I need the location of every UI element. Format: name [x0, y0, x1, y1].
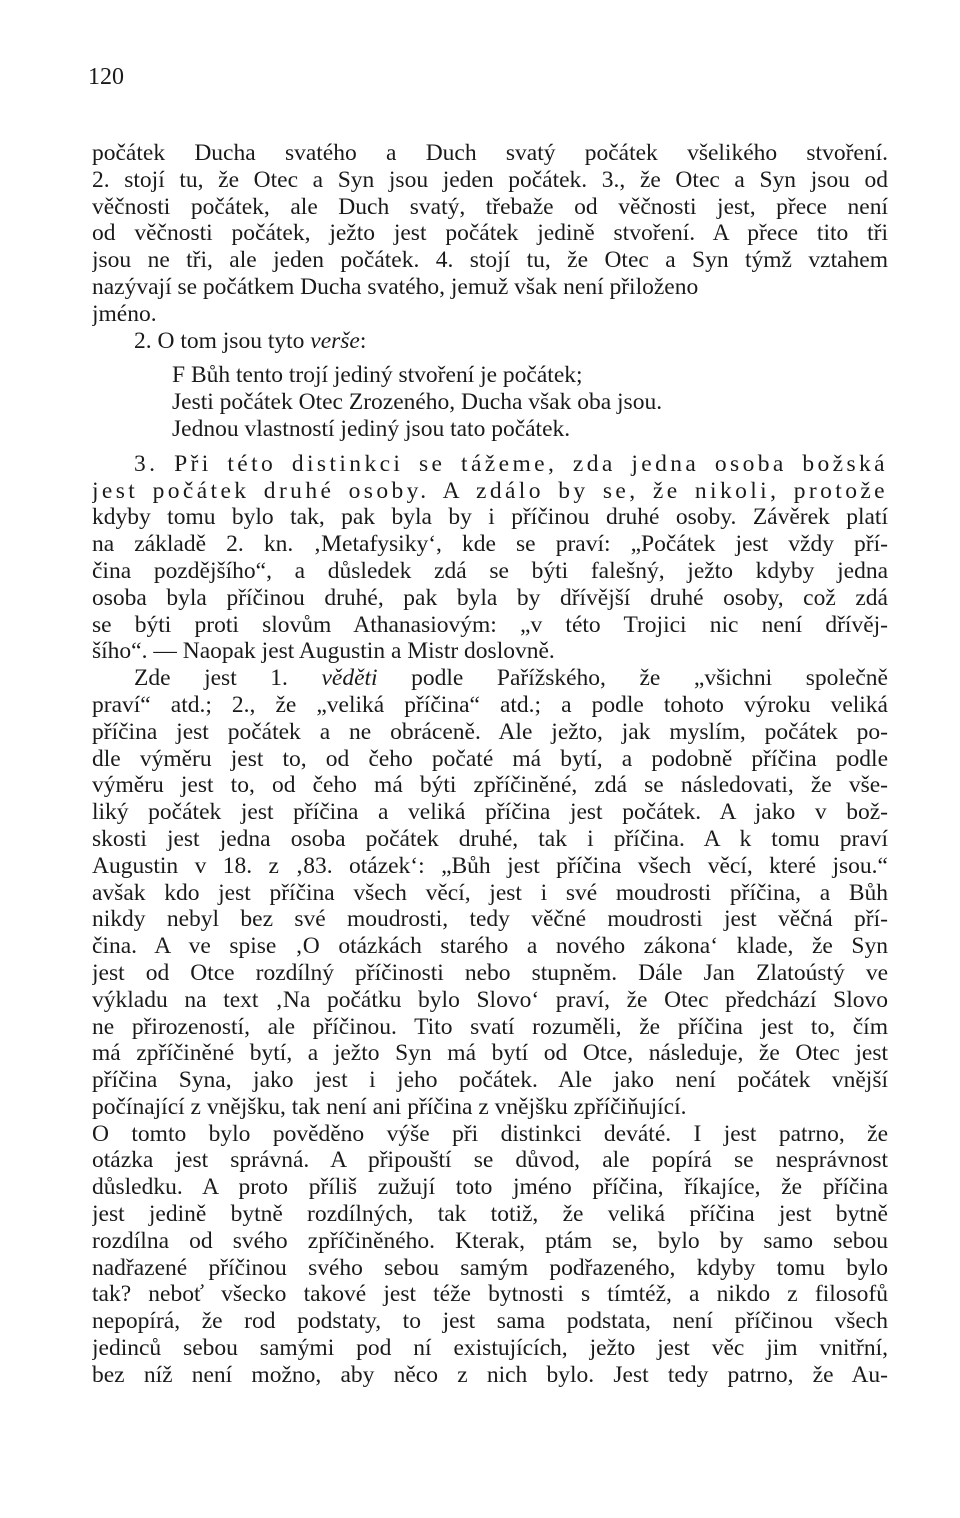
text-line: výměru jest to, od čeho má býti zpříčiněné, zdá se následovati, že vše- — [92, 772, 888, 799]
text-line: O tomto bylo pověděno výše při distinkci deváté. I jest patrno, že — [92, 1120, 888, 1147]
text-line: jest počátek druhé osoby. A zdálo by se, že nikoli, protože — [92, 477, 888, 504]
text-line: bez níž není možno, aby něco z nich bylo. Jest tedy patrno, že Au- — [92, 1361, 888, 1388]
text-line: Augustin v 18. z ‚83. otázek‘: „Bůh jest příčina všech věcí, které jsou.“ — [92, 852, 888, 879]
text-line: počátek Ducha svatého a Duch svatý počátek všelikého stvoření. — [92, 140, 888, 166]
page-number: 120 — [88, 64, 124, 90]
text-line: Jednou vlastností jediný jsou tato počátek. — [172, 415, 571, 442]
text-line: rozdílna od svého zpříčiněného. Kterak, ptám se, bylo by samo sebou — [92, 1227, 888, 1254]
text-line: otázka jest správná. A připouští se důvod, ale popírá se nesprávnost — [92, 1147, 888, 1174]
text-line: tak? neboť všecko takové jest téže bytnosti s tímtéž, a nikdo z filosofů — [92, 1281, 888, 1308]
text-line: nadřazené příčinou svého sebou samým podřazeného, kdyby tomu bylo — [92, 1254, 888, 1281]
text-line: od věčnosti počátek, ježto jest počátek jedině stvoření. A přece tito tři — [92, 220, 888, 247]
text-line: počínající z vnějšku, tak není ani příčina z vnějšku zpříčiňující. — [92, 1093, 687, 1120]
text-line: skosti jest jedna osoba počátek druhé, tak i příčina. A k tomu praví — [92, 825, 888, 852]
text-line: F Bůh tento trojí jediný stvoření je počátek; — [172, 362, 583, 389]
text-line: ne přirozeností, ale příčinou. Tito svatí rozuměli, že příčina jest to, čím — [92, 1013, 888, 1040]
text-line: 2. O tom jsou tyto verše: — [134, 327, 367, 354]
text-line: věčnosti počátek, ale Duch svatý, třebaže od věčnosti jest, přece není — [92, 193, 888, 220]
text-line: dle výměru jest to, od čeho počaté má bytí, a podobně příčina podle — [92, 745, 888, 772]
text-line: šího“. — Naopak jest Augustin a Mistr doslovně. — [92, 638, 555, 665]
text-line: jest jedině bytně rozdílných, tak totiž, že veliká příčina jest bytně — [92, 1201, 888, 1228]
text-line: nazývají se počátkem Ducha svatého, jemuž však není přiloženo — [92, 273, 699, 300]
text-line: příčina jest počátek a ne obráceně. Ale ježto, jak myslím, počátek po- — [92, 718, 888, 745]
text-line: se býti proti slovům Athanasiovým: „v této Trojici nic není dřívěj- — [92, 611, 888, 638]
text-line: nikdy nebyl bez své moudrosti, tedy věčné moudrosti jest věčná pří- — [92, 906, 888, 933]
text-line: Jesti počátek Otec Zrozeného, Ducha však oba jsou. — [172, 389, 663, 416]
text-line: čina pozdějšího“, a důsledek zdá se býti falešný, ježto kdyby jedna — [92, 557, 888, 584]
text-line: jedinců sebou samými pod ní existujících, ježto jest věc jim vnitřní, — [92, 1335, 888, 1362]
text-line: jsou ne tři, ale jeden počátek. 4. stojí tu, že Otec a Syn týmž vztahem — [92, 247, 888, 274]
text-line: má zpříčiněné bytí, a ježto Syn má bytí od Otce, následuje, že Otec jest — [92, 1040, 888, 1067]
body-text — [92, 140, 888, 1389]
text-line: liký počátek jest příčina a veliká příčina jest počátek. A jako v bož- — [92, 799, 888, 826]
text-line: kdyby tomu bylo tak, pak byla by i příčinou druhé osoby. Závěrek platí — [92, 504, 888, 531]
text-line: nepopírá, že rod podstaty, to jest sama podstata, není příčinou všech — [92, 1308, 888, 1335]
text-line: příčina Syna, jako jest i jeho počátek. Ale jako není počátek vnější — [92, 1067, 888, 1094]
text-line: praví“ atd.; 2., že „veliká příčina“ atd.; a podle tohoto výroku veliká — [92, 691, 888, 718]
text-line: avšak kdo jest příčina všech věcí, jest i své moudrosti příčina, a Bůh — [92, 879, 888, 906]
text-line: osoba byla příčinou druhé, pak byla by dřívější druhé osoby, což zdá — [92, 584, 888, 611]
text-line: 3. Při této distinkci se tážeme, zda jedna osoba božská — [134, 450, 888, 477]
text-line: 2. stojí tu, že Otec a Syn jsou jeden počátek. 3., že Otec a Syn jsou od — [92, 166, 888, 193]
text-line: důsledku. A proto příliš zužují toto jméno příčina, říkajíce, že příčina — [92, 1174, 888, 1201]
text-line: na základě 2. kn. ‚Metafysiky‘, kde se praví: „Počátek jest vždy pří- — [92, 531, 888, 558]
text-line: čina. A ve spise ‚O otázkách starého a nového zákona‘ klade, že Syn — [92, 933, 888, 960]
text-line: jméno. — [92, 300, 157, 327]
text-line: výkladu na text ‚Na počátku bylo Slovo‘ praví, že Otec předchází Slovo — [92, 986, 888, 1013]
text-line: Zde jest 1. věděti podle Pařížského, že „všichni společně — [134, 665, 888, 692]
text-line: jest od Otce rozdílný příčinosti nebo stupněm. Dále Jan Zlatoústý ve — [92, 959, 888, 986]
